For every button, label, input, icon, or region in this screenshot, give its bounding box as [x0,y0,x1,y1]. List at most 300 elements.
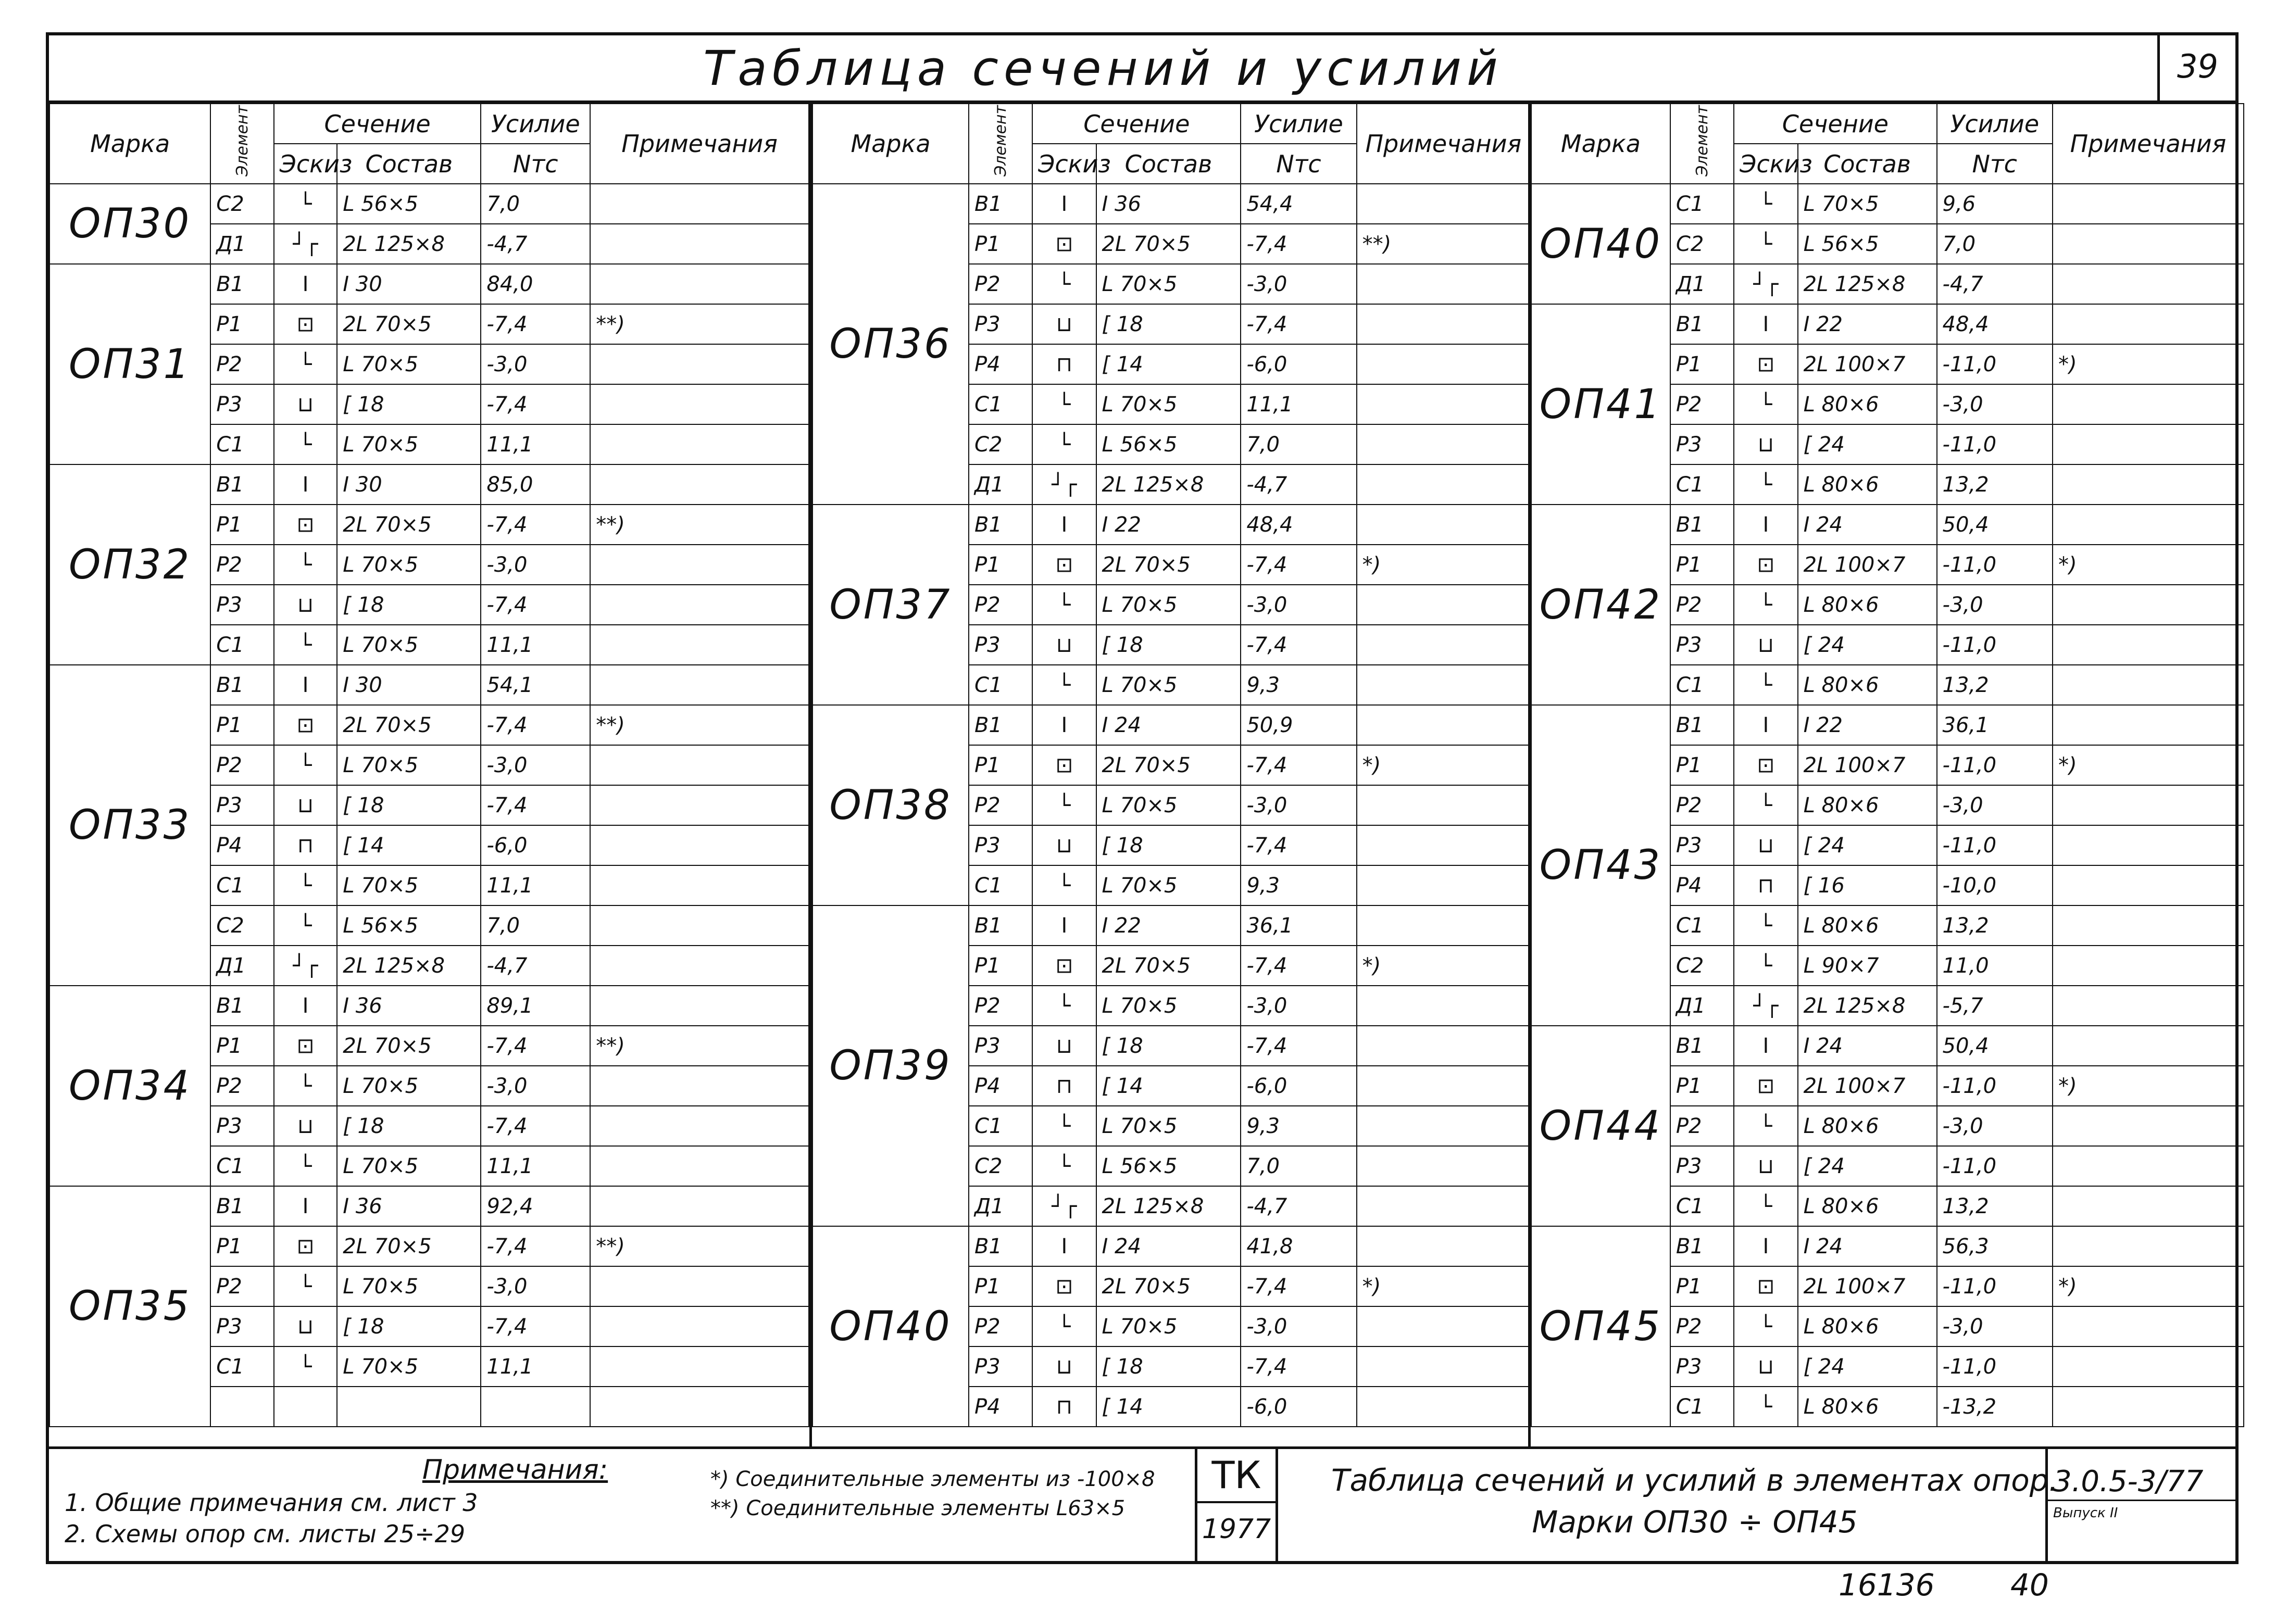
note-cell [1357,865,1530,905]
note-cell [1357,705,1530,745]
note-cell [1357,304,1530,344]
sketch-icon: ⊔ [1734,1146,1797,1186]
sketch-icon: └ [274,424,337,464]
sketch-icon: ⊡ [274,705,337,745]
sketch-icon: ⊔ [274,1106,337,1146]
note-cell [590,224,809,264]
composition-cell: L 70×5 [1096,665,1241,705]
force-cell: -7,4 [1241,1026,1356,1066]
composition-cell: I 30 [337,464,481,505]
sketch-icon: ⊔ [1734,1346,1797,1387]
sketch-icon: I [274,464,337,505]
force-cell: -6,0 [1241,1387,1356,1427]
force-cell: -11,0 [1937,1066,2053,1106]
note-cell [2053,1226,2244,1266]
force-cell: -7,4 [1241,304,1356,344]
element-cell: Р1 [1670,545,1734,585]
element-cell: В1 [1670,304,1734,344]
element-cell: Р3 [1670,625,1734,665]
note-cell [590,785,809,825]
element-cell: Р1 [969,224,1032,264]
force-cell: -5,7 [1937,986,2053,1026]
note-cell [1357,1306,1530,1346]
force-cell: 11,1 [481,424,590,464]
title-block [49,1446,2235,1564]
sketch-icon: I [1032,905,1096,946]
header-sketch: Эскиз [274,144,337,184]
element-cell: Р3 [969,825,1032,865]
force-cell: 92,4 [481,1186,590,1226]
element-cell: Р3 [210,1106,273,1146]
header-sketch: Эскиз [1032,144,1096,184]
note-cell [2053,1146,2244,1186]
force-cell: -10,0 [1937,865,2053,905]
sketch-icon: ⊔ [1032,625,1096,665]
note-cell [2053,825,2244,865]
element-cell: Р3 [210,785,273,825]
composition-cell: I 24 [1798,1226,1937,1266]
note-cell [2053,1387,2244,1427]
table-row [1531,705,2244,745]
sketch-icon: └ [1032,1106,1096,1146]
table-row [1531,1226,2244,1266]
sketch-icon: └ [1734,1186,1797,1226]
sketch-icon: ⊔ [274,1306,337,1346]
note-cell: **) [590,1026,809,1066]
note-cell [2053,224,2244,264]
sketch-icon: I [1734,1226,1797,1266]
force-cell: 9,6 [1937,184,2053,224]
composition-cell: L 70×5 [1096,585,1241,625]
sketch-icon: ┘┌ [274,946,337,986]
composition-cell: I 22 [1798,705,1937,745]
description-line-1: Таблица сечений и усилий в элементах опор. [1331,1463,2058,1498]
composition-cell: [ 14 [1096,1066,1241,1106]
sketch-icon: I [274,264,337,304]
note-cell [2053,1026,2244,1066]
element-cell: С1 [969,665,1032,705]
composition-cell: L 80×6 [1798,585,1937,625]
mark-cell: ОП41 [1531,304,1670,505]
composition-cell: L 70×5 [337,1266,481,1306]
header-element [210,104,273,184]
element-cell: Р2 [969,264,1032,304]
header-section: Сечение [1032,104,1241,144]
table-row [1531,304,2244,344]
composition-cell: I 30 [337,665,481,705]
mark-cell: ОП31 [49,264,210,464]
note-cell: **) [590,505,809,545]
force-cell: -7,4 [1241,1346,1356,1387]
force-cell: 48,4 [1241,505,1356,545]
force-cell: -3,0 [1937,384,2053,424]
force-cell: -3,0 [1937,785,2053,825]
note-cell [590,1346,809,1387]
composition-cell: I 22 [1798,304,1937,344]
sketch-icon: └ [1734,785,1797,825]
sketch-icon: ⊔ [1032,825,1096,865]
composition-cell: 2L 70×5 [1096,745,1241,785]
force-cell: -3,0 [1937,1306,2053,1346]
element-cell: С1 [1670,464,1734,505]
note-cell [590,625,809,665]
composition-cell [337,1387,481,1427]
header-element-label: Элемент [1693,105,1711,177]
composition-cell: [ 24 [1798,825,1937,865]
element-cell: С1 [969,865,1032,905]
composition-cell: 2L 70×5 [1096,1266,1241,1306]
mark-cell: ОП35 [49,1186,210,1427]
table-row [49,464,809,505]
note-cell [2053,785,2244,825]
force-cell: -7,4 [481,785,590,825]
description-line-2: Марки ОП30 ÷ ОП45 [1532,1504,1858,1540]
sketch-icon: I [1734,505,1797,545]
table-row [812,505,1530,545]
header-force-unit: Nтс [1937,144,2053,184]
composition-cell: 2L 70×5 [337,304,481,344]
note-cell: *) [1357,745,1530,785]
composition-cell: [ 16 [1798,865,1937,905]
note-cell [1357,1106,1530,1146]
sketch-icon: ⊔ [1032,1346,1096,1387]
composition-cell: 2L 100×7 [1798,545,1937,585]
element-cell: С2 [1670,946,1734,986]
element-cell: Р1 [969,745,1032,785]
composition-cell: 2L 100×7 [1798,745,1937,785]
note-cell [590,665,809,705]
document-code-cell [2045,1449,2235,1564]
element-cell: Р1 [1670,1266,1734,1306]
note-cell: **) [590,1226,809,1266]
header-element [969,104,1032,184]
sketch-icon: ⊓ [1032,1066,1096,1106]
note-cell [1357,986,1530,1026]
note-1: 1. Общие примечания см. лист 3 [65,1489,478,1517]
element-cell: Р1 [210,1026,273,1066]
composition-cell: L 80×6 [1798,785,1937,825]
force-cell: 13,2 [1937,1186,2053,1226]
composition-cell: L 70×5 [337,1146,481,1186]
element-cell: Р1 [1670,745,1734,785]
element-cell: В1 [1670,1226,1734,1266]
composition-cell: L 70×5 [337,424,481,464]
note-cell [2053,986,2244,1026]
sketch-icon: └ [1032,1306,1096,1346]
element-cell: С1 [210,1146,273,1186]
footnote-2: **) Соединительные элементы L63×5 [710,1496,1126,1520]
sketch-icon: └ [1032,384,1096,424]
composition-cell: I 36 [337,1186,481,1226]
note-cell: *) [1357,545,1530,585]
element-cell: Р2 [210,344,273,384]
sketch-icon: └ [1032,264,1096,304]
force-cell: -3,0 [481,344,590,384]
issue-label: Выпуск II [2053,1505,2118,1521]
force-cell: -7,4 [481,705,590,745]
note-cell [1357,1186,1530,1226]
note-cell: *) [2053,745,2244,785]
force-cell: 89,1 [481,986,590,1026]
element-cell: Р3 [1670,1346,1734,1387]
page-title: Таблица сечений и усилий [703,41,1503,96]
sketch-icon: └ [1734,905,1797,946]
element-cell: Р2 [1670,585,1734,625]
force-cell: -7,4 [1241,1266,1356,1306]
element-cell: С2 [210,184,273,224]
sketch-icon: └ [274,184,337,224]
element-cell: С1 [210,865,273,905]
element-cell: Р3 [969,1346,1032,1387]
composition-cell: L 70×5 [1096,986,1241,1026]
header-force: Усилие [481,104,590,144]
force-cell: -11,0 [1937,745,2053,785]
note-cell [1357,1346,1530,1387]
mark-cell: ОП40 [1531,184,1670,304]
sketch-icon: ⊡ [274,304,337,344]
force-cell: 13,2 [1937,464,2053,505]
note-cell [2053,585,2244,625]
force-cell: 11,1 [481,1146,590,1186]
element-cell: Р3 [969,625,1032,665]
composition-cell: 2L 70×5 [1096,946,1241,986]
composition-cell: [ 18 [1096,304,1241,344]
element-cell: С1 [969,1106,1032,1146]
composition-cell: L 80×6 [1798,905,1937,946]
force-cell: -11,0 [1937,825,2053,865]
sections-table [1531,103,2244,1427]
composition-cell: L 56×5 [337,905,481,946]
note-cell: *) [2053,344,2244,384]
composition-cell: L 70×5 [1096,264,1241,304]
note-cell [1357,905,1530,946]
composition-cell: I 22 [1096,905,1241,946]
sketch-icon: └ [1032,986,1096,1026]
sketch-icon: └ [1734,384,1797,424]
force-cell: 41,8 [1241,1226,1356,1266]
sketch-icon: ⊡ [1032,545,1096,585]
force-cell: -3,0 [1937,585,2053,625]
sketch-icon: └ [1734,1387,1797,1427]
header-force-unit: Nтс [1241,144,1356,184]
note-cell [2053,384,2244,424]
composition-cell: 2L 70×5 [337,705,481,745]
force-cell: 11,1 [481,865,590,905]
mark-cell: ОП33 [49,665,210,986]
force-cell: -7,4 [481,1106,590,1146]
force-cell: -3,0 [481,745,590,785]
composition-cell: L 70×5 [1096,384,1241,424]
force-cell: -11,0 [1937,1266,2053,1306]
organization-stamp [1195,1449,1278,1564]
sketch-icon: └ [1734,1306,1797,1346]
note-cell [1357,1387,1530,1427]
force-cell: -3,0 [1241,1306,1356,1346]
sketch-icon: └ [1734,585,1797,625]
composition-cell: L 80×6 [1798,384,1937,424]
note-cell [1357,1026,1530,1066]
force-cell: 7,0 [1937,224,2053,264]
composition-cell: L 70×5 [337,1066,481,1106]
sections-table [812,103,1531,1427]
header-element-label: Элемент [233,105,252,177]
element-cell: Д1 [969,464,1032,505]
header-section: Сечение [274,104,481,144]
mark-cell: ОП44 [1531,1026,1670,1226]
sketch-icon: ┘┌ [1032,464,1096,505]
force-cell: 7,0 [481,184,590,224]
force-cell: 56,3 [1937,1226,2053,1266]
sketch-icon: └ [1032,865,1096,905]
composition-cell: L 70×5 [1096,865,1241,905]
sketch-icon: I [1032,1226,1096,1266]
force-cell: -11,0 [1937,344,2053,384]
element-cell: Р2 [1670,384,1734,424]
composition-cell: [ 18 [1096,825,1241,865]
element-cell: Р2 [210,1266,273,1306]
force-cell: -7,4 [1241,825,1356,865]
sketch-icon: └ [274,745,337,785]
element-cell: Р2 [210,545,273,585]
sketch-icon: └ [274,1266,337,1306]
composition-cell: L 70×5 [337,545,481,585]
element-cell: В1 [969,705,1032,745]
composition-cell: L 70×5 [337,625,481,665]
mark-cell: ОП45 [1531,1226,1670,1427]
table-block-2 [809,103,1531,1446]
composition-cell: [ 18 [1096,1346,1241,1387]
note-cell [590,1186,809,1226]
element-cell: С1 [1670,1387,1734,1427]
table-row [1531,505,2244,545]
composition-cell: 2L 70×5 [337,505,481,545]
note-cell [590,545,809,585]
force-cell [481,1387,590,1427]
note-cell [1357,785,1530,825]
element-cell: Р1 [210,304,273,344]
drawing-sheet [46,32,2239,1564]
note-cell [590,986,809,1026]
mark-cell: ОП37 [812,505,969,705]
note-cell [2053,1346,2244,1387]
mark-cell: ОП39 [812,905,969,1226]
force-cell: -3,0 [1241,585,1356,625]
element-cell: В1 [210,665,273,705]
note-cell [590,1106,809,1146]
sketch-icon: I [1734,304,1797,344]
force-cell: -7,4 [481,304,590,344]
element-cell: Р2 [969,1306,1032,1346]
note-cell [1357,825,1530,865]
note-cell: *) [2053,1066,2244,1106]
element-cell: С1 [1670,184,1734,224]
note-cell: *) [1357,946,1530,986]
table-row [49,1186,809,1226]
force-cell: -7,4 [1241,224,1356,264]
composition-cell: 2L 125×8 [337,224,481,264]
mark-cell: ОП43 [1531,705,1670,1026]
sketch-icon: ⊓ [1032,344,1096,384]
composition-cell: [ 18 [1096,625,1241,665]
element-cell: Р3 [210,1306,273,1346]
note-cell [2053,625,2244,665]
element-cell: Р1 [1670,344,1734,384]
element-cell: С1 [210,424,273,464]
element-cell: Р4 [969,1387,1032,1427]
force-cell: -13,2 [1937,1387,2053,1427]
force-cell: -4,7 [481,946,590,986]
sketch-icon: └ [1032,424,1096,464]
composition-cell: L 70×5 [1096,1306,1241,1346]
note-cell [1357,264,1530,304]
composition-cell: L 80×6 [1798,1186,1937,1226]
element-cell: В1 [210,264,273,304]
element-cell: Р3 [969,1026,1032,1066]
element-cell: С1 [1670,665,1734,705]
sketch-icon: ⊡ [1734,545,1797,585]
sketch-icon: ⊔ [1734,625,1797,665]
composition-cell: I 30 [337,264,481,304]
element-cell: С1 [1670,905,1734,946]
force-cell: -7,4 [1241,625,1356,665]
note-cell [2053,665,2244,705]
force-cell: -3,0 [1241,986,1356,1026]
note-cell [590,1266,809,1306]
sections-table [49,103,809,1427]
element-cell: Р2 [210,1066,273,1106]
note-cell [590,1306,809,1346]
composition-cell: [ 18 [337,785,481,825]
composition-cell: L 70×5 [337,865,481,905]
table-row [812,1226,1530,1266]
element-cell: Р4 [1670,865,1734,905]
composition-cell: L 56×5 [1096,1146,1241,1186]
note-cell [590,905,809,946]
composition-cell: [ 14 [1096,1387,1241,1427]
composition-cell: L 56×5 [1798,224,1937,264]
composition-cell: L 70×5 [337,745,481,785]
composition-cell: 2L 70×5 [337,1226,481,1266]
element-cell: Р1 [210,1226,273,1266]
mark-cell: ОП38 [812,705,969,905]
table-row [1531,1026,2244,1066]
element-cell: Р2 [1670,785,1734,825]
table-row [1531,184,2244,224]
composition-cell: 2L 100×7 [1798,1066,1937,1106]
composition-cell: 2L 125×8 [1798,264,1937,304]
table-row [49,264,809,304]
note-cell: **) [590,705,809,745]
force-cell: 9,3 [1241,665,1356,705]
header-composition: Состав [1798,144,1937,184]
element-cell: С2 [969,424,1032,464]
document-code: 3.0.5-3/77 [2048,1449,2235,1501]
year: 1977 [1202,1514,1271,1545]
force-cell: 84,0 [481,264,590,304]
element-cell: В1 [969,1226,1032,1266]
sketch-icon: I [1032,184,1096,224]
element-cell: Р2 [969,785,1032,825]
table-row [49,665,809,705]
force-cell: -7,4 [481,1226,590,1266]
element-cell: Р1 [969,946,1032,986]
composition-cell: [ 18 [337,1306,481,1346]
mark-cell: ОП34 [49,986,210,1186]
header-element-label: Элемент [991,105,1010,177]
composition-cell: I 22 [1096,505,1241,545]
composition-cell: 2L 70×5 [1096,545,1241,585]
element-cell: Р4 [969,344,1032,384]
